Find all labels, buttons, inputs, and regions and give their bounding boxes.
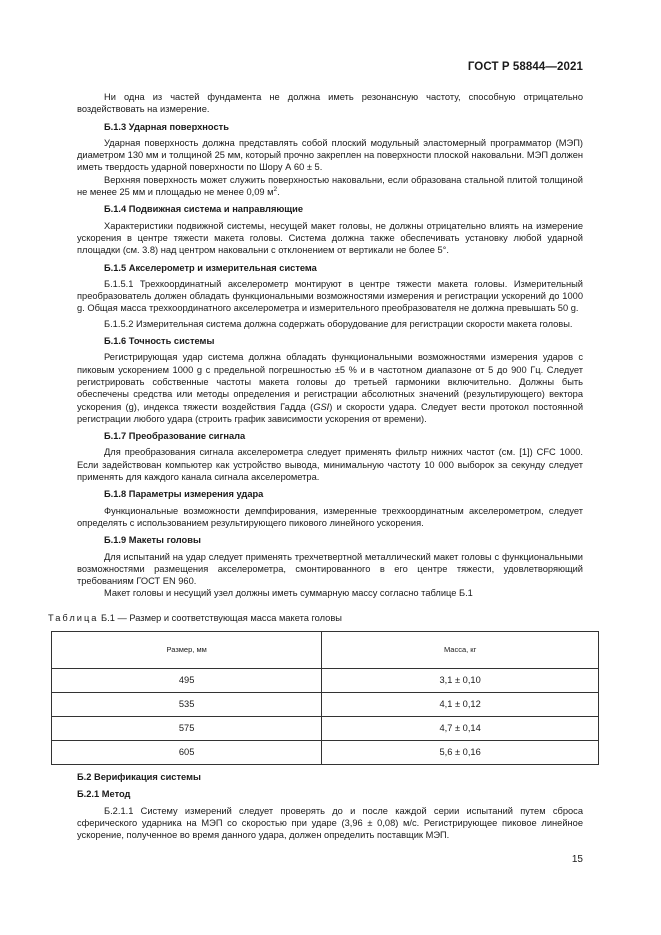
section-heading: Б.1.7 Преобразование сигнала — [104, 431, 246, 442]
table-cell: 605 — [52, 740, 322, 764]
table-header-cell: Масса, кг — [322, 631, 599, 668]
table-cell: 5,6 ± 0,16 — [322, 740, 599, 764]
table-cell: 3,1 ± 0,10 — [322, 668, 599, 692]
section-heading: Б.1.9 Макеты головы — [104, 535, 201, 546]
document-id: ГОСТ Р 58844—2021 — [467, 61, 583, 73]
paragraph: Функциональные возможности демпфирования, измеренные трехкоординатным акселерометром, следует определять с использованием результирующего пикового линейного ускорения. — [77, 505, 583, 528]
section-heading: Б.2.1 Метод — [77, 789, 131, 800]
table-caption-text: Б.1 — Размер и соответствующая масса макета головы — [98, 612, 342, 623]
table-cell: 4,7 ± 0,14 — [322, 716, 599, 740]
paragraph: Макет головы и несущий узел должны иметь суммарную массу согласно таблице Б.1 — [104, 588, 473, 599]
paragraph-text: ) и скорости удара. Следует вести протокол постоянной регистрации любого удара (строить график зависимости ускорения от времени). — [77, 401, 584, 424]
page-number: 15 — [571, 854, 583, 865]
table-caption — [48, 612, 583, 624]
paragraph: Ударная поверхность должна представлять собой плоский модульный эластомерный программатор (МЭП) диаметром 130 мм и толщиной 25 мм, который прочно закреплен на поверхности плоской наковальни. МЭП должен иметь твердость ударной поверхности по Шору А 60 ± 5. — [77, 137, 583, 173]
table-header-row — [52, 631, 599, 668]
paragraph — [77, 351, 583, 425]
superscript: 2 — [273, 185, 278, 193]
table-cell: 535 — [52, 692, 322, 716]
gsi-abbreviation: GSI — [313, 401, 330, 412]
mass-table — [51, 631, 599, 765]
section-heading: Б.2 Верификация системы — [77, 771, 201, 782]
section-heading: Б.1.5 Акселерометр и измерительная система — [104, 262, 317, 273]
paragraph: Для преобразования сигнала акселерометра следует применять фильтр нижних частот (см. [1]) CFC 1000. Если задействован компьютер как устройство вывода, минимальную частоту 10 000 выборок за секунду следует применять для каждого канала сигнала акселерометра. — [77, 447, 583, 483]
paragraph: Б.2.1.1 Систему измерений следует проверять до и после каждой серии испытаний путем сброса сферического ударника на МЭП со скоростью при ударе (3,96 ± 0,08) м/с. Регистрирующее пиковое линейное ускорение, полученное во время данного удара, должен определить поставщик МЭП. — [77, 805, 583, 841]
table-row — [52, 740, 599, 764]
table-row — [52, 668, 599, 692]
table-row — [52, 692, 599, 716]
paragraph-text: . — [277, 187, 280, 198]
section-heading: Б.1.8 Параметры измерения удара — [104, 489, 264, 500]
section-heading: Б.1.3 Ударная поверхность — [104, 121, 229, 132]
table-cell: 495 — [52, 668, 322, 692]
page-content — [48, 91, 584, 841]
table-caption-label: Таблица — [48, 612, 99, 623]
table-header-cell: Размер, мм — [52, 631, 322, 668]
section-heading: Б.1.6 Точность системы — [104, 336, 215, 347]
paragraph — [77, 174, 583, 199]
section-heading: Б.1.4 Подвижная система и направляющие — [104, 204, 304, 215]
table-cell: 4,1 ± 0,12 — [322, 692, 599, 716]
paragraph: Для испытаний на удар следует применять трехчетвертной металлический макет головы с функциональными возможностями размещения акселерометра, смонтированного в его центре тяжести, удовлетворяющий требованиям ГОСТ EN 960. — [77, 551, 583, 587]
paragraph: Характеристики подвижной системы, несущей макет головы, не должны отрицательно влиять на измерение ускорения в центре тяжести макета головы. Система должна также обеспечивать установку любой ударной площадки (см. 3.8) над центром наковальни с отклонением от вертикали не более 5°. — [77, 220, 583, 256]
table-row — [52, 716, 599, 740]
paragraph: Б.1.5.1 Трехкоординатный акселерометр монтируют в центре тяжести макета головы. Измерительный преобразователь должен обладать функциональными возможностями измерения и регистрации ускорений до 1000 g. Общая масса трехкоординатного акселерометра и измерительного преобразователя не должна превышать 50 g. — [77, 278, 583, 314]
paragraph: Б.1.5.2 Измерительная система должна содержать оборудование для регистрации скорости макета головы. — [104, 318, 573, 329]
table-cell: 575 — [52, 716, 322, 740]
paragraph-text: Верхняя поверхность может служить поверхностью наковальни, если образована стальной плитой толщиной не менее 25 мм и площадью не менее 0,09 м — [77, 174, 583, 198]
paragraph-text: Регистрирующая удар система должна обладать функциональными возможностями измерения ударов с пиковым ускорением 1000 g с предельной погрешностью ±5 % и в частотном диапазоне от 5 до 900 Гц. Следует регистрировать собственные частоты макета головы до третьей гармоники включительно. Должны быть обеспечены средства или методы определения и регистрации абсолютных значений (результирующего) вектора ускорения (g), индекса тяжести воздействия Гадда ( — [77, 352, 583, 412]
paragraph: Ни одна из частей фундамента не должна иметь резонансную частоту, способную отрицательно воздействовать на измерение. — [77, 92, 583, 115]
